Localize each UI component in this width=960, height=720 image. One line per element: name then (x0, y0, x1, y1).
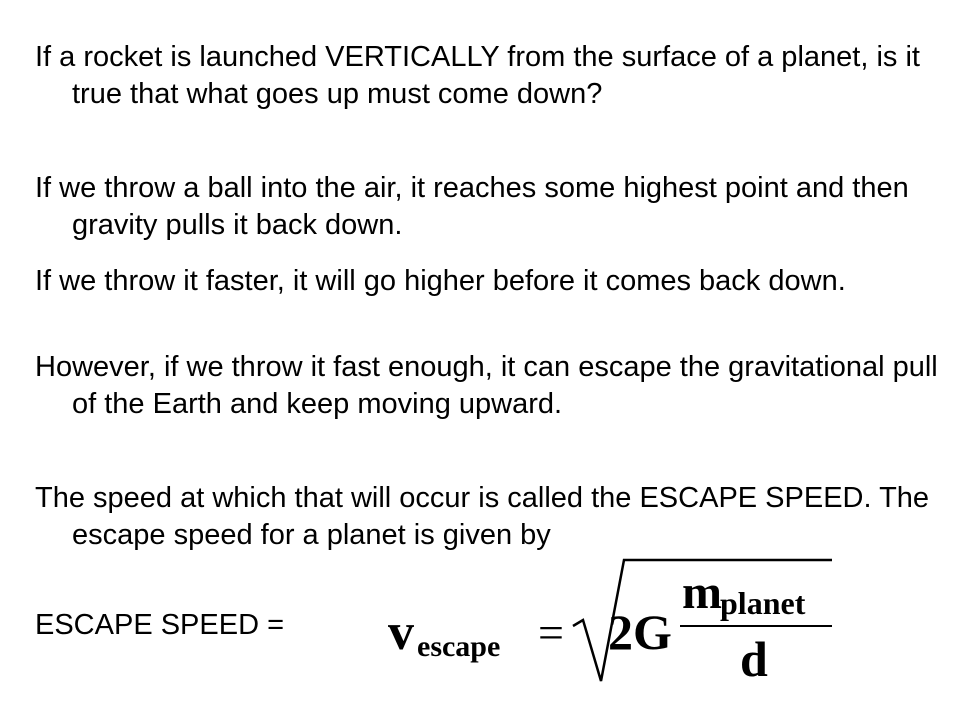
equals-sign: = (538, 607, 564, 658)
formula-graphic (380, 556, 840, 686)
escape-speed-formula (380, 556, 840, 686)
paragraph-rocket-question: If a rocket is launched VERTICALLY from the surface of a planet, is it true that what goes up must come down? (35, 41, 920, 110)
distance-symbol: d (740, 631, 768, 686)
mass-subscript: planet (720, 585, 806, 621)
mass-symbol: m (682, 566, 722, 619)
velocity-subscript: escape (417, 630, 501, 663)
paragraph-escape-pull: However, if we throw it fast enough, it can escape the gravitational pull of the Earth and keep moving upward. (35, 351, 938, 420)
escape-speed-label: ESCAPE SPEED = (35, 609, 285, 641)
paragraph-escape-speed-definition: The speed at which that will occur is called the ESCAPE SPEED. The escape speed for a planet is given by (35, 482, 930, 551)
coefficient-2G: 2G (608, 604, 672, 660)
paragraph-ball-thrown: If we throw a ball into the air, it reaches some highest point and then gravity pulls it back down. (35, 172, 909, 241)
paragraph-throw-faster: If we throw it faster, it will go higher before it comes back down. (35, 265, 846, 297)
velocity-symbol: v (388, 604, 414, 661)
